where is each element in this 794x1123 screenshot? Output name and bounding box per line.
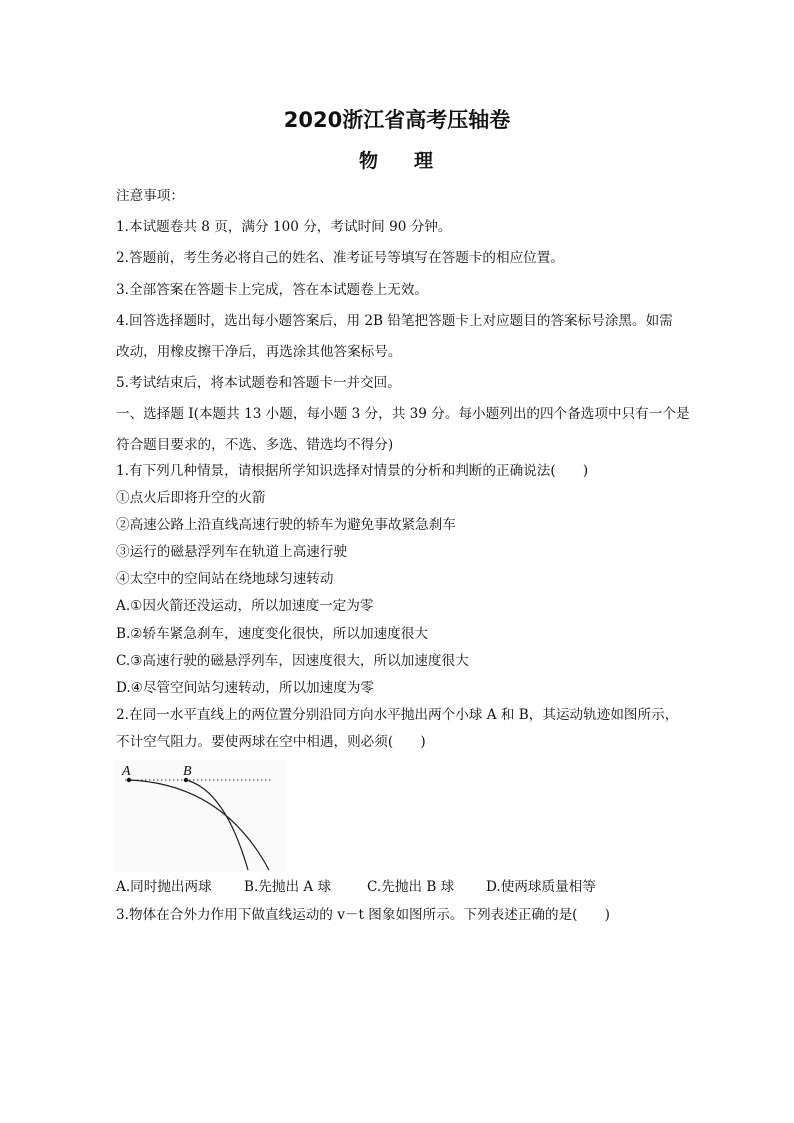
question-2-stem: 不计空气阻力。要使两球在空中相遇，则必须( ) [116, 734, 426, 750]
section-instruction: 符合题目要求的，不选、多选、错选均不得分) [116, 437, 394, 453]
notice-item: 1.本试题卷共 8 页，满分 100 分，考试时间 90 分钟。 [116, 219, 452, 235]
exam-title: 2020浙江省高考压轴卷 [283, 108, 511, 132]
question-1-scene: ①点火后即将升空的火箭 [116, 490, 266, 506]
section-instruction: 一、选择题 I(本题共 13 小题，每小题 3 分，共 39 分。每小题列出的四个备选项中只有一个是 [116, 406, 690, 422]
question-1-scene: ③运行的磁悬浮列车在轨道上高速行驶 [116, 544, 348, 560]
notice-item: 5.考试结束后，将本试题卷和答题卡一并交回。 [116, 375, 401, 391]
notice-item: 4.回答选择题时，选出每小题答案后，用 2B 铅笔把答题卡上对应题目的答案标号涂黑。如需 [116, 313, 673, 329]
question-2-stem: 2.在同一水平直线上的两位置分别沿同方向水平抛出两个小球 A 和 B，其运动轨迹如图所示， [116, 707, 679, 723]
question-1-scene: ④太空中的空间站在绕地球匀速转动 [116, 571, 334, 587]
question-1-scene: ②高速公路上沿直线高速行驶的轿车为避免事故紧急刹车 [116, 517, 456, 533]
question-2-option-a: A.同时抛出两球 [116, 879, 212, 895]
question-2-option-b: B.先抛出 A 球 [244, 879, 332, 895]
notice-item: 3.全部答案在答题卡上完成，答在本试题卷上无效。 [116, 282, 429, 298]
label-a: A [122, 764, 131, 779]
question-1-option-c: C.③高速行驶的磁悬浮列车，因速度很大，所以加速度很大 [116, 653, 469, 669]
notice-item: 2.答题前，考生务必将自己的姓名、准考证号等填写在答题卡的相应位置。 [116, 250, 564, 266]
question-3-stem: 3.物体在合外力作用下做直线运动的 v－t 图象如图所示。下列表述正确的是( ) [116, 907, 610, 923]
question-1-option-d: D.④尽管空间站匀速转动，所以加速度为零 [116, 680, 375, 696]
subject-char-1: 物 [358, 150, 380, 172]
label-b: B [183, 764, 192, 779]
question-1-option-b: B.②轿车紧急刹车，速度变化很快，所以加速度很大 [116, 626, 428, 642]
subject-char-2: 理 [414, 150, 436, 172]
notice-item: 改动，用橡皮擦干净后，再选涂其他答案标号。 [116, 344, 402, 360]
subject-heading [0, 146, 794, 173]
question-1-stem: 1.有下列几种情景，请根据所学知识选择对情景的分析和判断的正确说法( ) [116, 463, 589, 479]
notice-heading: 注意事项： [116, 188, 184, 204]
question-2-option-c: C.先抛出 B 球 [367, 879, 455, 895]
question-2-option-d: D.使两球质量相等 [486, 879, 596, 895]
projectile-trajectory-figure [113, 760, 287, 872]
question-1-option-a: A.①因火箭还没运动，所以加速度一定为零 [116, 598, 374, 614]
